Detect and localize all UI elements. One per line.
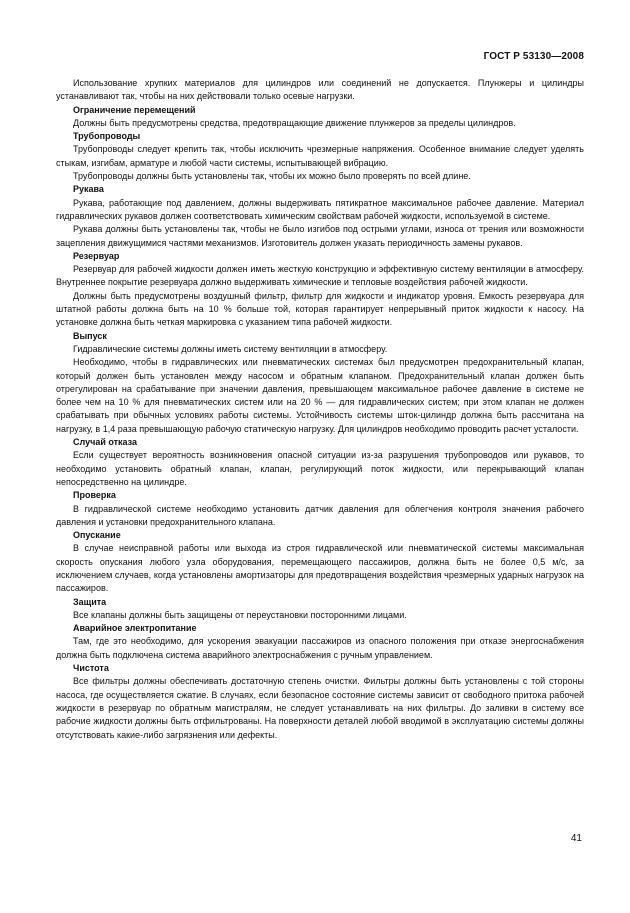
body-paragraph: Должны быть предусмотрены средства, предотвращающие движение плунжеров за пределы цилиндров. <box>73 117 516 128</box>
body-paragraph: Все клапаны должны быть защищены от переустановки посторонними лицами. <box>73 609 407 620</box>
body-paragraph: Необходимо, чтобы в гидравлических или пневматических системах был предусмотрен предохранительный клапан, который должен быть установлен между насосом и обратным клапаном. Предохранительный клапан должен быть отрегулирован на срабатывание при значении давления, превышающем максимальное рабочее давление в системе не более чем на 10 % для пневматических систем или на 20 % — для гидравлических систем; при этом клапан не должен срабатывать при обычных условиях работы системы. Устойчивость системы шток-цилиндр должна быть рассчитана на нагрузку, в 1,4 раза превышающую рабочую статическую нагрузку. Для цилиндров необходимо проводить расчет усталости. <box>56 357 584 434</box>
section-heading: Трубопроводы <box>73 131 141 142</box>
body-paragraph: Рукава, работающие под давлением, должны выдерживать пятикратное максимальное рабочее давление. Материал гидравлических рукавов должен соответствовать химическим свойствам рабочей жидкости, используемой в системе. <box>56 197 584 221</box>
section-heading: Чистота <box>73 663 109 674</box>
body-paragraph: В случае неисправной работы или выхода из строя гидравлической или пневматической системы максимальная скорость опускания любого узла оборудования, перемещающего пассажиров, должна быть не более 0,5 м/с, за исключением случаев, когда установлены амортизаторы для предотвращения воздействия чрезмерных ударных нагрузок на пассажиров. <box>56 543 584 594</box>
page-number: 41 <box>570 833 582 844</box>
body-paragraph: Должны быть предусмотрены воздушный фильтр, фильтр для жидкости и индикатор уровня. Емкость резервуара для штатной работы должна быть на 10 % больше той, которая гарантирует непрерывный приток жидкости к насосу. На установке должна быть четкая маркировка с указанием типа рабочей жидкости. <box>56 290 584 328</box>
section-heading: Ограничение перемещений <box>73 104 196 115</box>
body-paragraph: Использование хрупких материалов для цилиндров или соединений не допускается. Плунжеры и цилиндры устанавливают так, чтобы на них действовали только осевые нагрузки. <box>56 78 584 102</box>
section-heading: Опускание <box>73 530 121 541</box>
section-heading: Защита <box>73 596 107 607</box>
body-paragraph: Трубопроводы следует крепить так, чтобы исключить чрезмерные напряжения. Особенное внимание следует уделять стыкам, изгибам, арматуре и любой части системы, испытывающей вибрацию. <box>56 144 584 168</box>
section-heading: Случай отказа <box>73 437 138 448</box>
body-paragraph: Трубопроводы должны быть установлены так, чтобы их можно было проверять по всей длине. <box>73 171 471 182</box>
body-paragraph: В гидравлической системе необходимо установить датчик давления для облегчения контроля значения рабочего давления и установки предохранительного клапана. <box>56 503 584 527</box>
body-paragraph: Там, где это необходимо, для ускорения эвакуации пассажиров из опасного положения при отказе энергоснабжения должна быть подключена система аварийного электроснабжения с ручным управлением. <box>56 636 584 660</box>
section-heading: Проверка <box>73 490 116 501</box>
section-heading: Резервуар <box>73 250 120 261</box>
body-paragraph: Резервуар для рабочей жидкости должен иметь жесткую конструкцию и эффективную систему вентиляции в атмосферу. Внутреннее покрытие резервуара должно выдерживать химические и тепловые воздействия рабочей жидкости. <box>56 264 584 288</box>
document-header: ГОСТ Р 53130—2008 <box>483 51 584 62</box>
body-paragraph: Гидравлические системы должны иметь систему вентиляции в атмосферу. <box>73 343 388 354</box>
section-heading: Выпуск <box>73 330 107 341</box>
body-paragraph: Если существует вероятность возникновения опасной ситуации из-за разрушения трубопроводов или рукавов, то необходимо установить обратный клапан, клапан, регулирующий поток жидкости, или перекрывающий клапан непосредственно на цилиндре. <box>56 450 584 487</box>
section-heading: Аварийное электропитание <box>73 623 197 634</box>
section-heading: Рукава <box>73 184 104 195</box>
body-paragraph: Все фильтры должны обеспечивать достаточную степень очистки. Фильтры должны быть установлены с той стороны насоса, где осуществляется сжатие. В случаях, если безопасное состояние системы зависит от свободного притока рабочей жидкости в резервуар по обратным магистралям, не следует устанавливать на них фильтры. До заливки в систему все рабочие жидкости должны быть отфильтрованы. На поверхности деталей любой вводимой в эксплуатацию системы должны отсутствовать какие-либо загрязнения или дефекты. <box>56 676 584 740</box>
body-paragraph: Рукава должны быть установлены так, чтобы не было изгибов под острыми углами, износа от трения или возможности зацепления движущимися частями механизмов. Изготовитель должен указать периодичность замены рукавов. <box>56 224 584 248</box>
document-body <box>56 77 584 742</box>
